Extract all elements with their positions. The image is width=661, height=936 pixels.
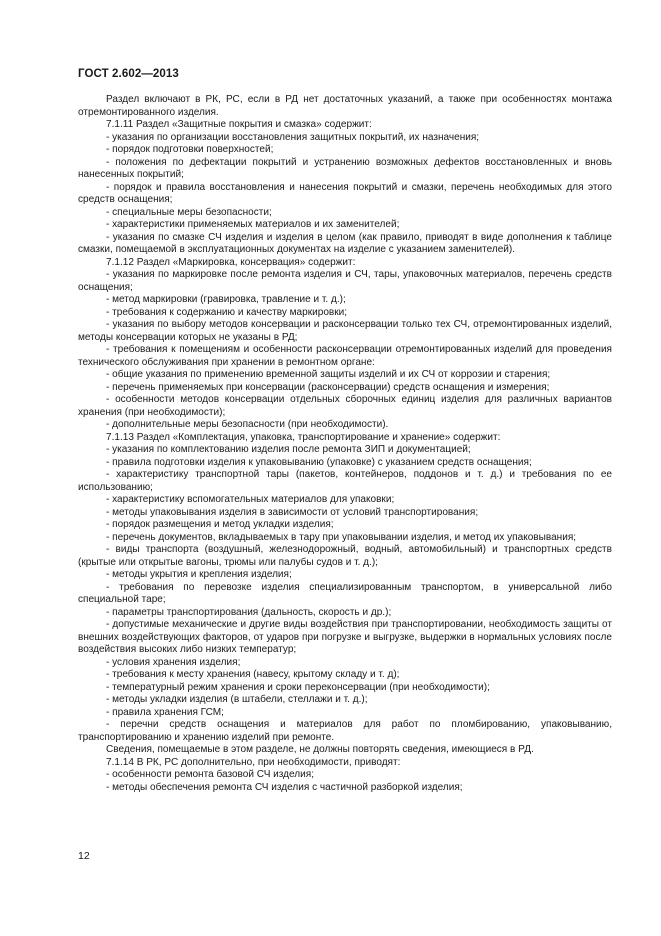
list-item: - виды транспорта (воздушный, железнодорожный, водный, автомобильный) и транспортных средств (крытые или открытые вагоны, трюмы или палубы судов и т. д.); <box>78 544 612 568</box>
list-item: - дополнительные меры безопасности (при необходимости). <box>106 419 389 430</box>
list-item: - температурный режим хранения и сроки переконсервации (при необходимости); <box>106 681 490 693</box>
list-item: - перечень применяемых при консервации (расконсервации) средств оснащения и измерения; <box>106 381 550 393</box>
list-item: - требования к содержанию и качеству маркировки; <box>106 306 348 318</box>
list-item: - требования к месту хранения (навесу, крытому складу и т. д); <box>106 669 400 680</box>
list-item: - правила подготовки изделия к упаковыванию (упаковке) с указанием средств оснащения; <box>106 456 532 468</box>
list-item: - методы укладки изделия (в штабели, стеллажи и т. д.); <box>106 694 368 705</box>
list-item: - положения по дефектации покрытий и устранению возможных дефектов восстановленных и вновь нанесенных покрытий; <box>78 156 612 180</box>
list-item: - порядок подготовки поверхностей; <box>106 144 274 155</box>
document-body <box>78 94 612 794</box>
list-item: - перечень документов, вкладываемых в тару при упаковывании изделия, и метод их упаковывания; <box>106 531 577 543</box>
list-item: - указания по выбору методов консервации и расконсервации только тех СЧ, отремонтированных изделий, методы консервации которых не указаны в РД; <box>78 319 612 343</box>
document-header: ГОСТ 2.602—2013 <box>78 68 179 80</box>
list-item: - характеристику транспортной тары (пакетов, контейнеров, поддонов и т. д.) и требования по ее использованию; <box>78 469 612 493</box>
list-item: - порядок размещения и метод укладки изделия; <box>106 519 334 530</box>
list-item: - общие указания по применению временной защиты изделий и их СЧ от коррозии и старения; <box>106 369 551 380</box>
section-heading: 7.1.13 Раздел «Комплектация, упаковка, транспортирование и хранение» содержит: <box>106 431 501 443</box>
list-item: - требования к помещениям и особенности расконсервации отремонтированных изделий для проведения технического обслуживания при хранении в ремонтном органе: <box>78 344 612 368</box>
section-heading: 7.1.14 В РК, РС дополнительно, при необходимости, приводят: <box>106 756 401 768</box>
list-item: - правила хранения ГСМ; <box>106 706 224 718</box>
list-item: - особенности ремонта базовой СЧ изделия; <box>106 769 315 780</box>
list-item: - метод маркировки (гравировка, травление и т. д.); <box>106 294 346 305</box>
list-item: - указания по маркировке после ремонта изделия и СЧ, тары, упаковочных материалов, перечень средств оснащения; <box>78 269 612 293</box>
list-item: - методы обеспечения ремонта СЧ изделия с частичной разборкой изделия; <box>106 781 463 793</box>
list-item: - методы упаковывания изделия в зависимости от условий транспортирования; <box>106 506 479 518</box>
list-item: - порядок и правила восстановления и нанесения покрытий и смазки, перечень необходимых для этого средств оснащения; <box>78 181 612 205</box>
list-item: - характеристику вспомогательных материалов для упаковки; <box>106 494 395 505</box>
list-item: - перечни средств оснащения и материалов для работ по пломбированию, упаковыванию, транспортированию и хранению изделий при ремонте. <box>78 719 612 743</box>
section-heading: 7.1.11 Раздел «Защитные покрытия и смазка» содержит: <box>106 119 372 130</box>
list-item: - указания по организации восстановления защитных покрытий, их назначения; <box>106 131 480 143</box>
list-item: - условия хранения изделия; <box>106 656 241 668</box>
list-item: - параметры транспортирования (дальность, скорость и др.); <box>106 606 392 618</box>
list-item: - характеристики применяемых материалов и их заменителей; <box>106 219 400 230</box>
paragraph: Сведения, помещаемые в этом разделе, не должны повторять сведения, имеющиеся в РД. <box>106 744 534 755</box>
list-item: - специальные меры безопасности; <box>106 206 272 218</box>
paragraph: Раздел включают в РК, РС, если в РД нет достаточных указаний, а также при особенностях монтажа отремонтированного изделия. <box>78 94 612 118</box>
list-item: - допустимые механические и другие виды воздействия при транспортировании, необходимость защиты от внешних воздействующих факторов, от ударов при погрузке и выгрузке, выдержки в нормальных условиях после воздействия высоких либо низких температур; <box>78 619 612 655</box>
list-item: - указания по смазке СЧ изделия и изделия в целом (как правило, приводят в виде дополнения к таблице смазки, помещаемой в эксплуатационных документах на изделие с указанием заменителей). <box>78 231 612 255</box>
list-item: - особенности методов консервации отдельных сборочных единиц изделия для различных вариантов хранения (при необходимости); <box>78 394 612 418</box>
list-item: - требования по перевозке изделия специализированным транспортом, в универсальной либо специальной таре; <box>78 581 612 605</box>
list-item: - методы укрытия и крепления изделия; <box>106 569 292 580</box>
page-number: 12 <box>78 850 90 862</box>
list-item: - указания по комплектованию изделия после ремонта ЗИП и документацией; <box>106 444 471 455</box>
section-heading: 7.1.12 Раздел «Маркировка, консервация» содержит: <box>106 256 356 268</box>
